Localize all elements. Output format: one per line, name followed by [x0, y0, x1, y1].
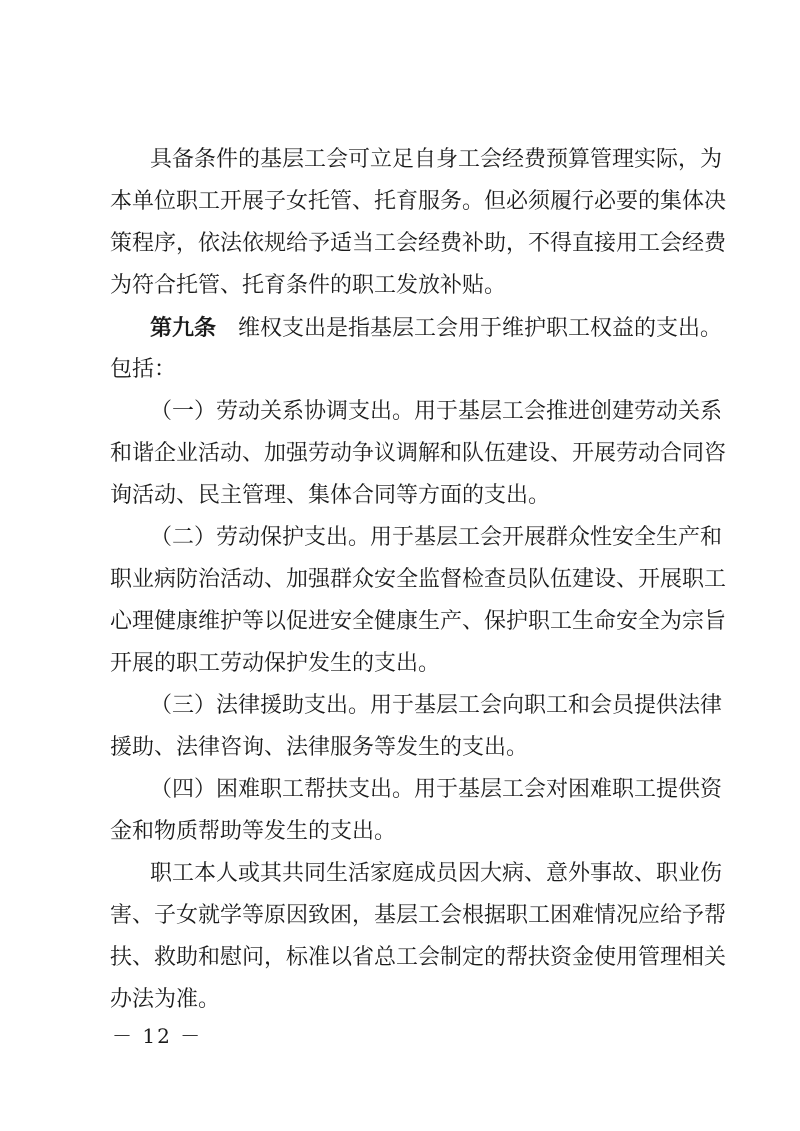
article-9-text: 维权支出是指基层工会用于维护职工权益的支出。	[238, 316, 723, 341]
article-9-label: 第九条	[150, 315, 217, 341]
paragraph-1-line-4: 为符合托管、托育条件的职工发放补贴。	[110, 273, 507, 298]
item-2-line-1: （二）劳动保护支出。用于基层工会开展群众性安全生产和	[150, 525, 723, 550]
paragraph-7-line-3: 扶、救助和慰问，标准以省总工会制定的帮扶资金使用管理相关	[110, 945, 727, 970]
item-4-line-1: （四）困难职工帮扶支出。用于基层工会对困难职工提供资	[150, 777, 723, 802]
item-4-line-2: 金和物质帮助等发生的支出。	[110, 819, 397, 844]
article-9-line-1	[150, 313, 723, 344]
paragraph-1-line-1: 具备条件的基层工会可立足自身工会经费预算管理实际，为	[150, 147, 723, 172]
paragraph-7-line-4: 办法为准。	[110, 987, 221, 1012]
paragraph-1-line-3: 策程序，依法依规给予适当工会经费补助，不得直接用工会经费	[110, 231, 727, 256]
article-9-line-2: 包括：	[110, 357, 177, 382]
paragraph-1-line-2: 本单位职工开展子女托管、托育服务。但必须履行必要的集体决	[110, 189, 727, 214]
paragraph-7-line-2: 害、子女就学等原因致困，基层工会根据职工困难情况应给予帮	[110, 903, 727, 928]
item-1-line-3: 询活动、民主管理、集体合同等方面的支出。	[110, 483, 551, 508]
item-3-line-1: （三）法律援助支出。用于基层工会向职工和会员提供法律	[150, 693, 723, 718]
item-2-line-4: 开展的职工劳动保护发生的支出。	[110, 651, 441, 676]
item-2-line-2: 职业病防治活动、加强群众安全监督检查员队伍建设、开展职工	[110, 567, 727, 592]
item-1-line-1: （一）劳动关系协调支出。用于基层工会推进创建劳动关系	[150, 399, 723, 424]
paragraph-7-line-1: 职工本人或其共同生活家庭成员因大病、意外事故、职业伤	[150, 861, 723, 886]
item-2-line-3: 心理健康维护等以促进安全健康生产、保护职工生命安全为宗旨	[110, 609, 727, 634]
item-3-line-2: 援助、法律咨询、法律服务等发生的支出。	[110, 735, 529, 760]
item-1-line-2: 和谐企业活动、加强劳动争议调解和队伍建设、开展劳动合同咨	[110, 441, 727, 466]
page-number: － 12 －	[112, 1024, 203, 1048]
